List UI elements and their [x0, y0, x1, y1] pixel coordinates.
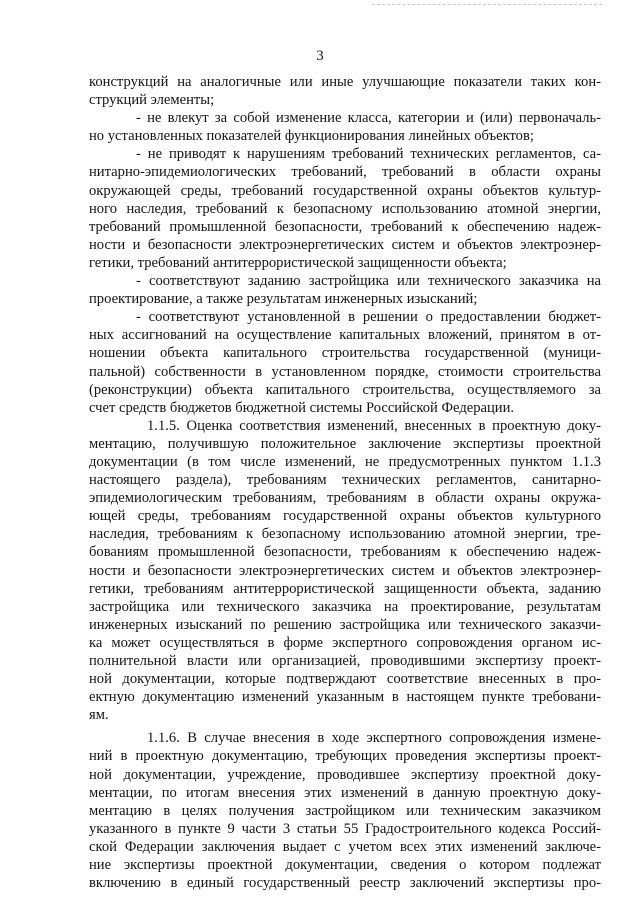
text-line: пальной) собственности в установленном порядке, стоимости строительства: [89, 363, 601, 380]
text-line: ние экспертизы проектной документации, сведения о котором подлежат: [89, 857, 601, 874]
text-line: ка может осуществляться в форме экспертного сопровождения органом ис-: [89, 634, 601, 651]
text-line: окружающей среды, требований государственной охраны объектов культур-: [89, 182, 601, 199]
text-line: - соответствуют установленной в решении о предоставлении бюджет-: [136, 309, 601, 326]
text-line: полнительной власти или организацией, проводившими экспертизу проект-: [89, 653, 601, 669]
text-line: гетики, требованиям антитеррористической защищенности объекта, заданию: [89, 580, 601, 597]
text-line: застройщика или технического заказчика на проектирование, результатам: [89, 598, 601, 615]
text-line: ной документации, которые подтверждают соответствие внесенных в про-: [89, 671, 601, 688]
scan-edge-mark: [372, 4, 602, 6]
text-line: ности и безопасности электроэнергетических систем и объектов электроэнер-: [89, 562, 601, 579]
text-line: - не влекут за собой изменение класса, категории и (или) первоначаль-: [136, 110, 601, 127]
text-line: ности и безопасности электроэнергетических систем и объектов электроэнер-: [89, 236, 601, 253]
document-body: [89, 73, 601, 892]
text-line: инженерных изысканий по решению застройщика или технического заказчи-: [89, 616, 601, 633]
text-line: документации (в том числе изменений, не предусмотренных пунктом 1.1.3: [89, 453, 601, 470]
text-line: ных ассигнований на осуществление капитальных вложений, принятом в от-: [89, 327, 601, 344]
text-line: требований промышленной безопасности, требований к обеспечению надеж-: [89, 218, 601, 235]
text-line: ний в проектную документацию, требующих проведения экспертизы проект-: [89, 748, 601, 765]
text-line: ям.: [89, 707, 109, 724]
text-line: ектную документацию изменений указанным в настоящем пункте требовани-: [89, 689, 601, 706]
text-line: - не приводят к нарушениям требований технических регламентов, са-: [136, 146, 601, 163]
text-line: струкций элементы;: [89, 92, 215, 109]
text-line: ющей среды, требованиям государственной охраны объектов культурного: [89, 508, 601, 525]
text-line: настоящего раздела), требованиям технических регламентов, санитарно-: [89, 472, 601, 489]
text-line: - соответствуют заданию застройщика или технического заказчика на: [136, 273, 601, 290]
text-line: счет средств бюджетов бюджетной системы Российской Федерации.: [89, 399, 515, 416]
text-line: ментацию в целях получения застройщиком или техническим заказчиком: [89, 802, 601, 819]
text-line: указанного в пункте 9 части 3 статьи 55 Градостроительного кодекса Россий-: [89, 820, 601, 837]
text-line: нитарно-эпидемиологических требований, требований в области охраны: [89, 164, 601, 181]
text-line: гетики, требований антитеррористической защищенности объекта;: [89, 254, 507, 271]
text-line: 1.1.6. В случае внесения в ходе экспертного сопровождения измене-: [147, 730, 601, 747]
text-line: но установленных показателей функционирования линейных объектов;: [89, 128, 534, 145]
text-line: ношении объекта капитального строительства государственной (муници-: [89, 345, 601, 362]
text-line: ной документации, учреждение, проводившее экспертизу проектной доку-: [89, 766, 601, 783]
text-line: ментацию, получившую положительное заключение экспертизы проектной: [89, 435, 601, 452]
text-line: ской Федерации заключения выдает с учетом всех этих изменений заключе-: [89, 838, 601, 855]
text-line: ментации, по итогам внесения этих изменений в данную проектную доку-: [89, 784, 601, 801]
text-line: (реконструкции) объекта капитального строительства, осуществляемого за: [89, 381, 601, 398]
page-number: 3: [316, 48, 324, 64]
text-line: эпидемиологическим требованиям, требованиям в области охраны окружа-: [89, 490, 601, 507]
text-line: наследия, требованиям к безопасному использованию атомной энергии, тре-: [89, 526, 601, 543]
text-line: конструкций на аналогичные или иные улучшающие показатели таких кон-: [89, 74, 601, 90]
text-line: ного наследия, требований к безопасному использованию атомной энергии,: [89, 200, 601, 217]
text-line: бованиям промышленной безопасности, требованиям к обеспечению надеж-: [89, 544, 601, 561]
text-line: включению в единый государственный реестр заключений экспертизы про-: [89, 875, 601, 892]
text-line: 1.1.5. Оценка соответствия изменений, внесенных в проектную доку-: [147, 417, 601, 434]
text-line: проектирование, а также результатам инженерных изысканий;: [89, 291, 478, 308]
